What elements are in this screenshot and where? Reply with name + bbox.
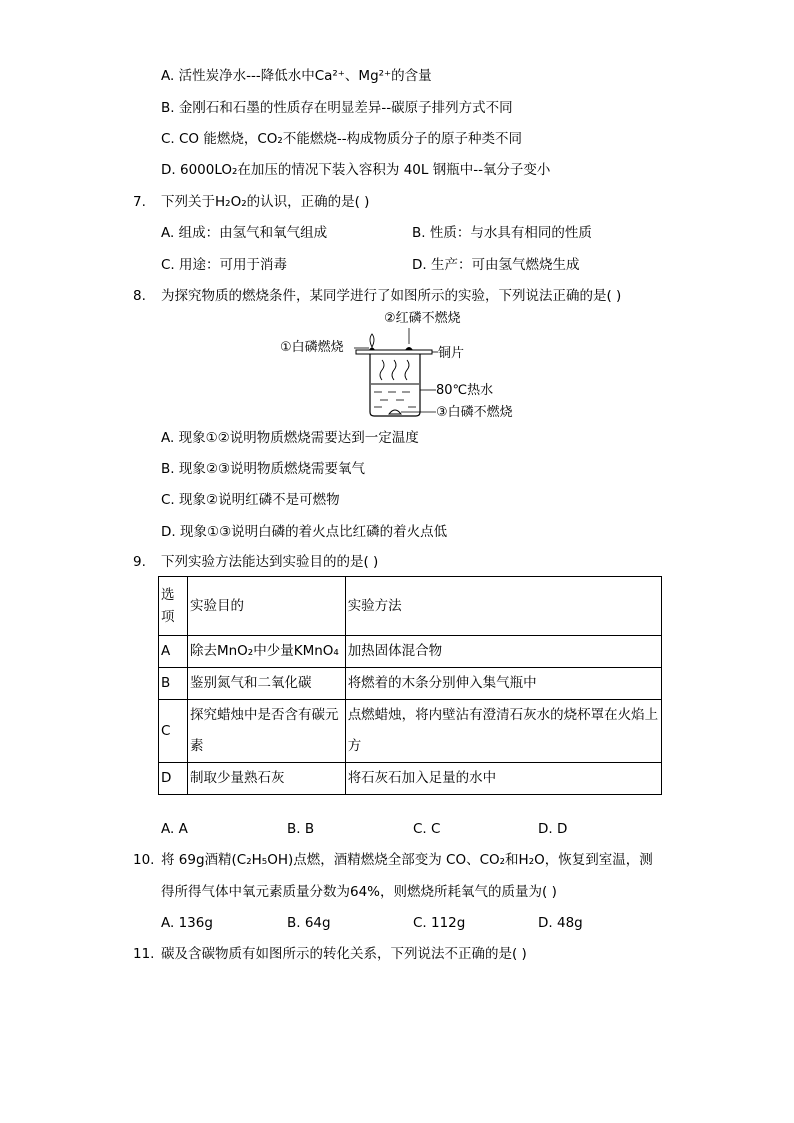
- q8-option-d: D. 现象①③说明白磷的着火点比红磷的着火点低: [161, 524, 448, 540]
- row-b-purpose: 鉴别氮气和二氧化碳: [187, 668, 345, 700]
- q10-option-a: A. 136g: [161, 915, 213, 931]
- steam-icon: [380, 360, 384, 380]
- row-d-option: D: [159, 763, 188, 795]
- label-copper-plate: 铜片: [438, 346, 465, 361]
- table-header-row: [159, 577, 662, 636]
- q7-option-d: D. 生产：可由氢气燃烧生成: [412, 257, 580, 273]
- q8-number: 8.: [133, 288, 146, 304]
- q6-option-c: C. CO 能燃烧，CO₂不能燃烧--构成物质分子的原子种类不同: [161, 131, 523, 147]
- q7-option-c: C. 用途：可用于消毒: [161, 257, 288, 273]
- table-row: [159, 700, 662, 763]
- q9-stem: 下列实验方法能达到实验目的的是( ): [161, 554, 379, 570]
- q10-stem-line1: 将 69g酒精(C₂H₅OH)点燃，酒精燃烧全部变为 CO、CO₂和H₂O，恢复到室温，测: [161, 852, 653, 868]
- row-a-method: 加热固体混合物: [345, 636, 661, 668]
- row-d-method: 将石灰石加入足量的水中: [345, 763, 661, 795]
- row-b-option: B: [159, 668, 188, 700]
- header-method: 实验方法: [345, 577, 661, 636]
- label-red-phosphorus: ②红磷不燃烧: [384, 311, 461, 326]
- header-option: 选项: [159, 577, 188, 636]
- q10-stem-line2: 得所得气体中氧元素质量分数为64%，则燃烧所耗氧气的质量为( ): [161, 884, 557, 900]
- q8-stem: 为探究物质的燃烧条件，某同学进行了如图所示的实验，下列说法正确的是( ): [161, 288, 622, 304]
- row-d-purpose: 制取少量熟石灰: [187, 763, 345, 795]
- table-row: [159, 763, 662, 795]
- table-row: [159, 636, 662, 668]
- header-purpose: 实验目的: [187, 577, 345, 636]
- row-b-method: 将燃着的木条分别伸入集气瓶中: [345, 668, 661, 700]
- q10-option-c: C. 112g: [413, 915, 466, 931]
- label-white-phosphorus-in-water: ③白磷不燃烧: [436, 405, 513, 420]
- q7-number: 7.: [133, 194, 146, 210]
- combustion-experiment-diagram: [270, 308, 530, 430]
- q6-option-b: B. 金刚石和石墨的性质存在明显差异--碳原子排列方式不同: [161, 100, 513, 116]
- table-row: [159, 668, 662, 700]
- q10-number: 10.: [133, 852, 155, 868]
- q9-option-b: B. B: [287, 821, 315, 837]
- q6-option-a: A. 活性炭净水---降低水中Ca²⁺、Mg²⁺的含量: [161, 68, 432, 84]
- q11-number: 11.: [133, 946, 155, 962]
- label-white-phosphorus-burning: ①白磷燃烧: [280, 340, 344, 355]
- q9-table: [158, 576, 662, 795]
- flame-icon: [370, 334, 374, 347]
- copper-plate-shape: [356, 350, 432, 354]
- row-c-method: 点燃蜡烛，将内壁沾有澄清石灰水的烧杯罩在火焰上方: [345, 700, 661, 763]
- q7-option-a: A. 组成：由氢气和氧气组成: [161, 225, 328, 241]
- q8-option-a: A. 现象①②说明物质燃烧需要达到一定温度: [161, 430, 419, 446]
- q9-option-c: C. C: [413, 821, 441, 837]
- q6-option-d: D. 6000LO₂在加压的情况下装入容积为 40L 钢瓶中--氧分子变小: [161, 162, 551, 178]
- q10-option-d: D. 48g: [538, 915, 583, 931]
- q7-stem: 下列关于H₂O₂的认识，正确的是( ): [161, 194, 370, 210]
- q9-option-d: D. D: [538, 821, 568, 837]
- q10-option-b: B. 64g: [287, 915, 331, 931]
- q9-number: 9.: [133, 554, 146, 570]
- label-hot-water: 80℃热水: [436, 383, 494, 398]
- row-c-option: C: [159, 700, 188, 763]
- q11-stem: 碳及含碳物质有如图所示的转化关系，下列说法不正确的是( ): [161, 946, 527, 962]
- q8-option-b: B. 现象②③说明物质燃烧需要氧气: [161, 461, 366, 477]
- white-phosphorus-in-water: [389, 410, 401, 414]
- q8-option-c: C. 现象②说明红磷不是可燃物: [161, 492, 340, 508]
- red-phosphorus-on-plate: [405, 347, 413, 350]
- q9-option-a: A. A: [161, 821, 188, 837]
- q7-option-b: B. 性质：与水具有相同的性质: [412, 225, 592, 241]
- row-a-purpose: 除去MnO₂中少量KMnO₄: [187, 636, 345, 668]
- row-c-purpose: 探究蜡烛中是否含有碳元素: [187, 700, 345, 763]
- row-a-option: A: [159, 636, 188, 668]
